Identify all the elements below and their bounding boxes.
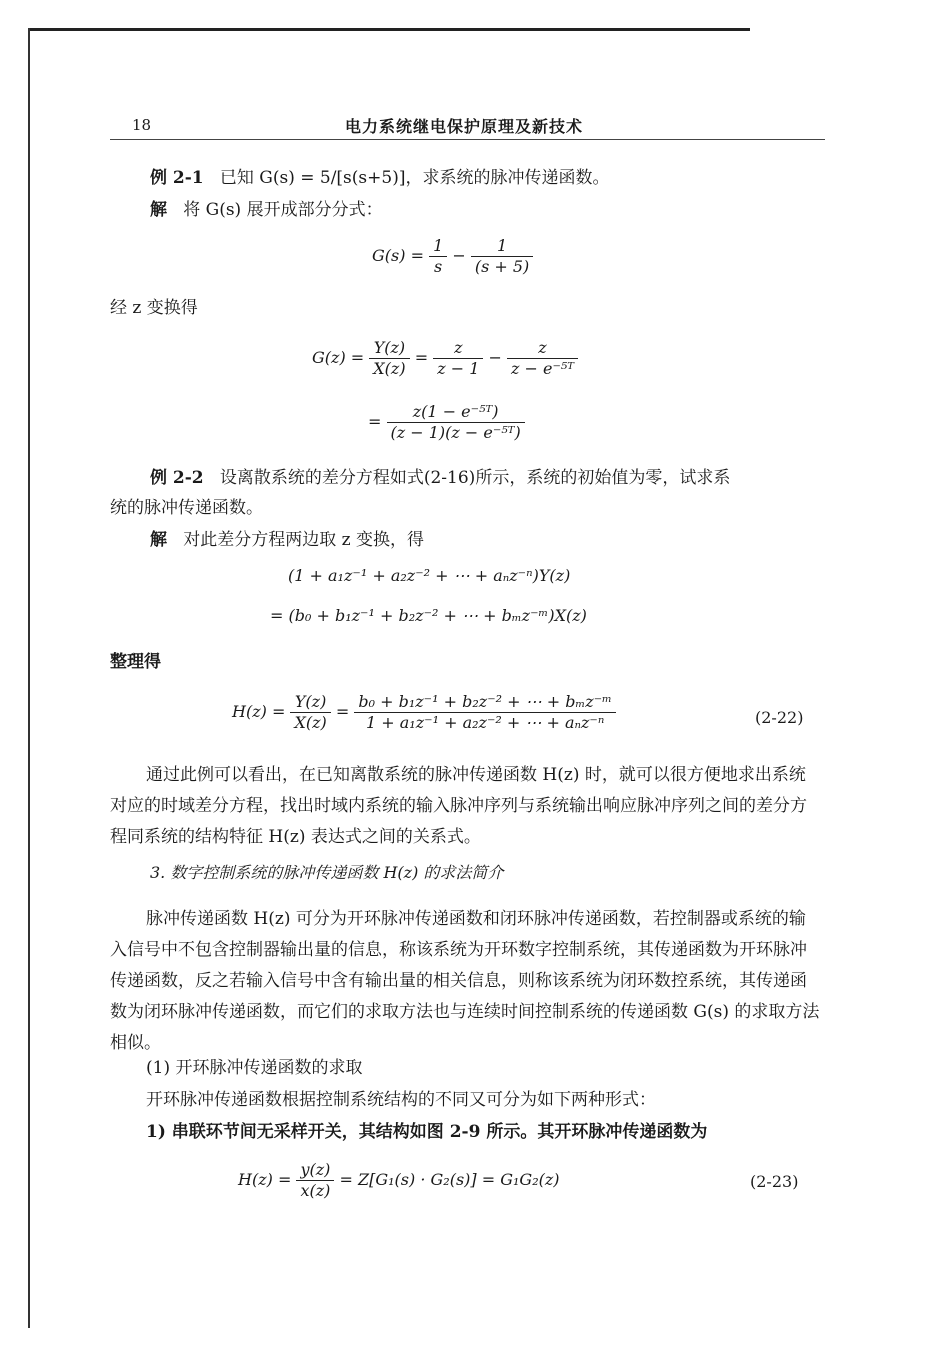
- example-2-text: 设离散系统的差分方程如式(2-16)所示，系统的初始值为零，试求系: [219, 468, 731, 488]
- scan-border-top: [30, 28, 750, 31]
- section-3-heading: 3. 数字控制系统的脉冲传递函数 H(z) 的求法简介: [150, 863, 504, 882]
- page-header: [110, 110, 825, 140]
- forms-text: 开环脉冲传递函数根据控制系统结构的不同又可分为如下两种形式：: [146, 1090, 656, 1110]
- equation-diff-lhs: (1 + a₁z⁻¹ + a₂z⁻² + ⋯ + aₙz⁻ⁿ)Y(z): [288, 566, 571, 585]
- solution-2-line: [150, 528, 424, 552]
- book-title: 电力系统继电保护原理及新技术: [345, 117, 584, 136]
- solution-1-text: 将 G(s) 展开成部分分式：: [183, 200, 383, 220]
- example-1-text: 已知 G(s) = 5/[s(s+5)]，求系统的脉冲传递函数。: [219, 168, 610, 188]
- item-1-heading: (1) 开环脉冲传递函数的求取: [146, 1058, 363, 1078]
- example-1-label: 例 2-1: [150, 168, 204, 188]
- equation-diff-rhs: = (b₀ + b₁z⁻¹ + b₂z⁻² + ⋯ + bₘz⁻ᵐ)X(z): [270, 606, 587, 625]
- equation-gz-simplified: = $\frac{\text{z(1 − e⁻⁵ᵀ)}}{\text{(z − 1)(z − e⁻⁵ᵀ)}}$: [368, 402, 525, 443]
- example-2-line: [150, 466, 730, 490]
- equation-gz: G(z) = $\frac{Y(z)}{X(z)}$ = $\frac{z}{z - 1}$ − $\frac{z}{\text{z − e⁻⁵ᵀ}}$: [312, 338, 578, 379]
- example-2-text-cont: 统的脉冲传递函数。: [110, 498, 263, 518]
- solution-1-label: 解: [150, 200, 167, 220]
- equation-number-2-22: (2-22): [755, 708, 804, 727]
- equation-number-2-23: (2-23): [750, 1172, 799, 1191]
- paragraph-2: 脉冲传递函数 H(z) 可分为开环脉冲传递函数和闭环脉冲传递函数，若控制器或系统的输入信号中不包含控制器输出量的信息，称该系统为开环数字控制系统，其传递函数为开环脉冲传递函数，反之若输入信号中含有输出量的相关信息，则称该系统为闭环数控系统，其传递函数为闭环脉冲传递函数，而它们的求取方法也与连续时间控制系统的传递函数 G(s) 的求取方法相似。: [110, 909, 820, 1053]
- equation-partial-fraction: G(s) = $\frac{1}{s}$ − $\frac{1}{(s + 5)}$: [372, 236, 533, 277]
- solution-2-label: 解: [150, 530, 167, 550]
- solution-1-line: [150, 198, 383, 222]
- equation-hz: H(z) = $\frac{Y(z)}{X(z)}$ = $\frac{\text{b₀ + b₁z⁻¹ + b₂z⁻² + ⋯ + bₘz⁻ᵐ}}{\text{1 + a₁z⁻¹ + a₂z⁻² + ⋯ + aₙz⁻ⁿ}}$: [232, 692, 616, 733]
- equation-open-loop: H(z) = $\frac{y(z)}{x(z)}$ = Z[G₁(s) · G₂(s)] = G₁G₂(z): [238, 1160, 560, 1200]
- scan-border-left: [28, 28, 30, 1328]
- example-1-line: [150, 166, 609, 190]
- header-rule: [110, 139, 825, 140]
- series-text: 1) 串联环节间无采样开关，其结构如图 2-9 所示。其开环脉冲传递函数为: [146, 1122, 708, 1142]
- example-2-label: 例 2-2: [150, 468, 204, 488]
- paragraph-1: 通过此例可以看出，在已知离散系统的脉冲传递函数 H(z) 时，就可以很方便地求出系统对应的时域差分方程，找出时域内系统的输入脉冲序列与系统输出响应脉冲序列之间的差分方程同系统的结构特征 H(z) 表达式之间的关系式。: [110, 765, 807, 847]
- arrange-text: 整理得: [110, 652, 161, 672]
- page-number: 18: [132, 116, 152, 134]
- z-transform-text: 经 z 变换得: [110, 298, 198, 318]
- solution-2-text: 对此差分方程两边取 z 变换，得: [183, 530, 424, 550]
